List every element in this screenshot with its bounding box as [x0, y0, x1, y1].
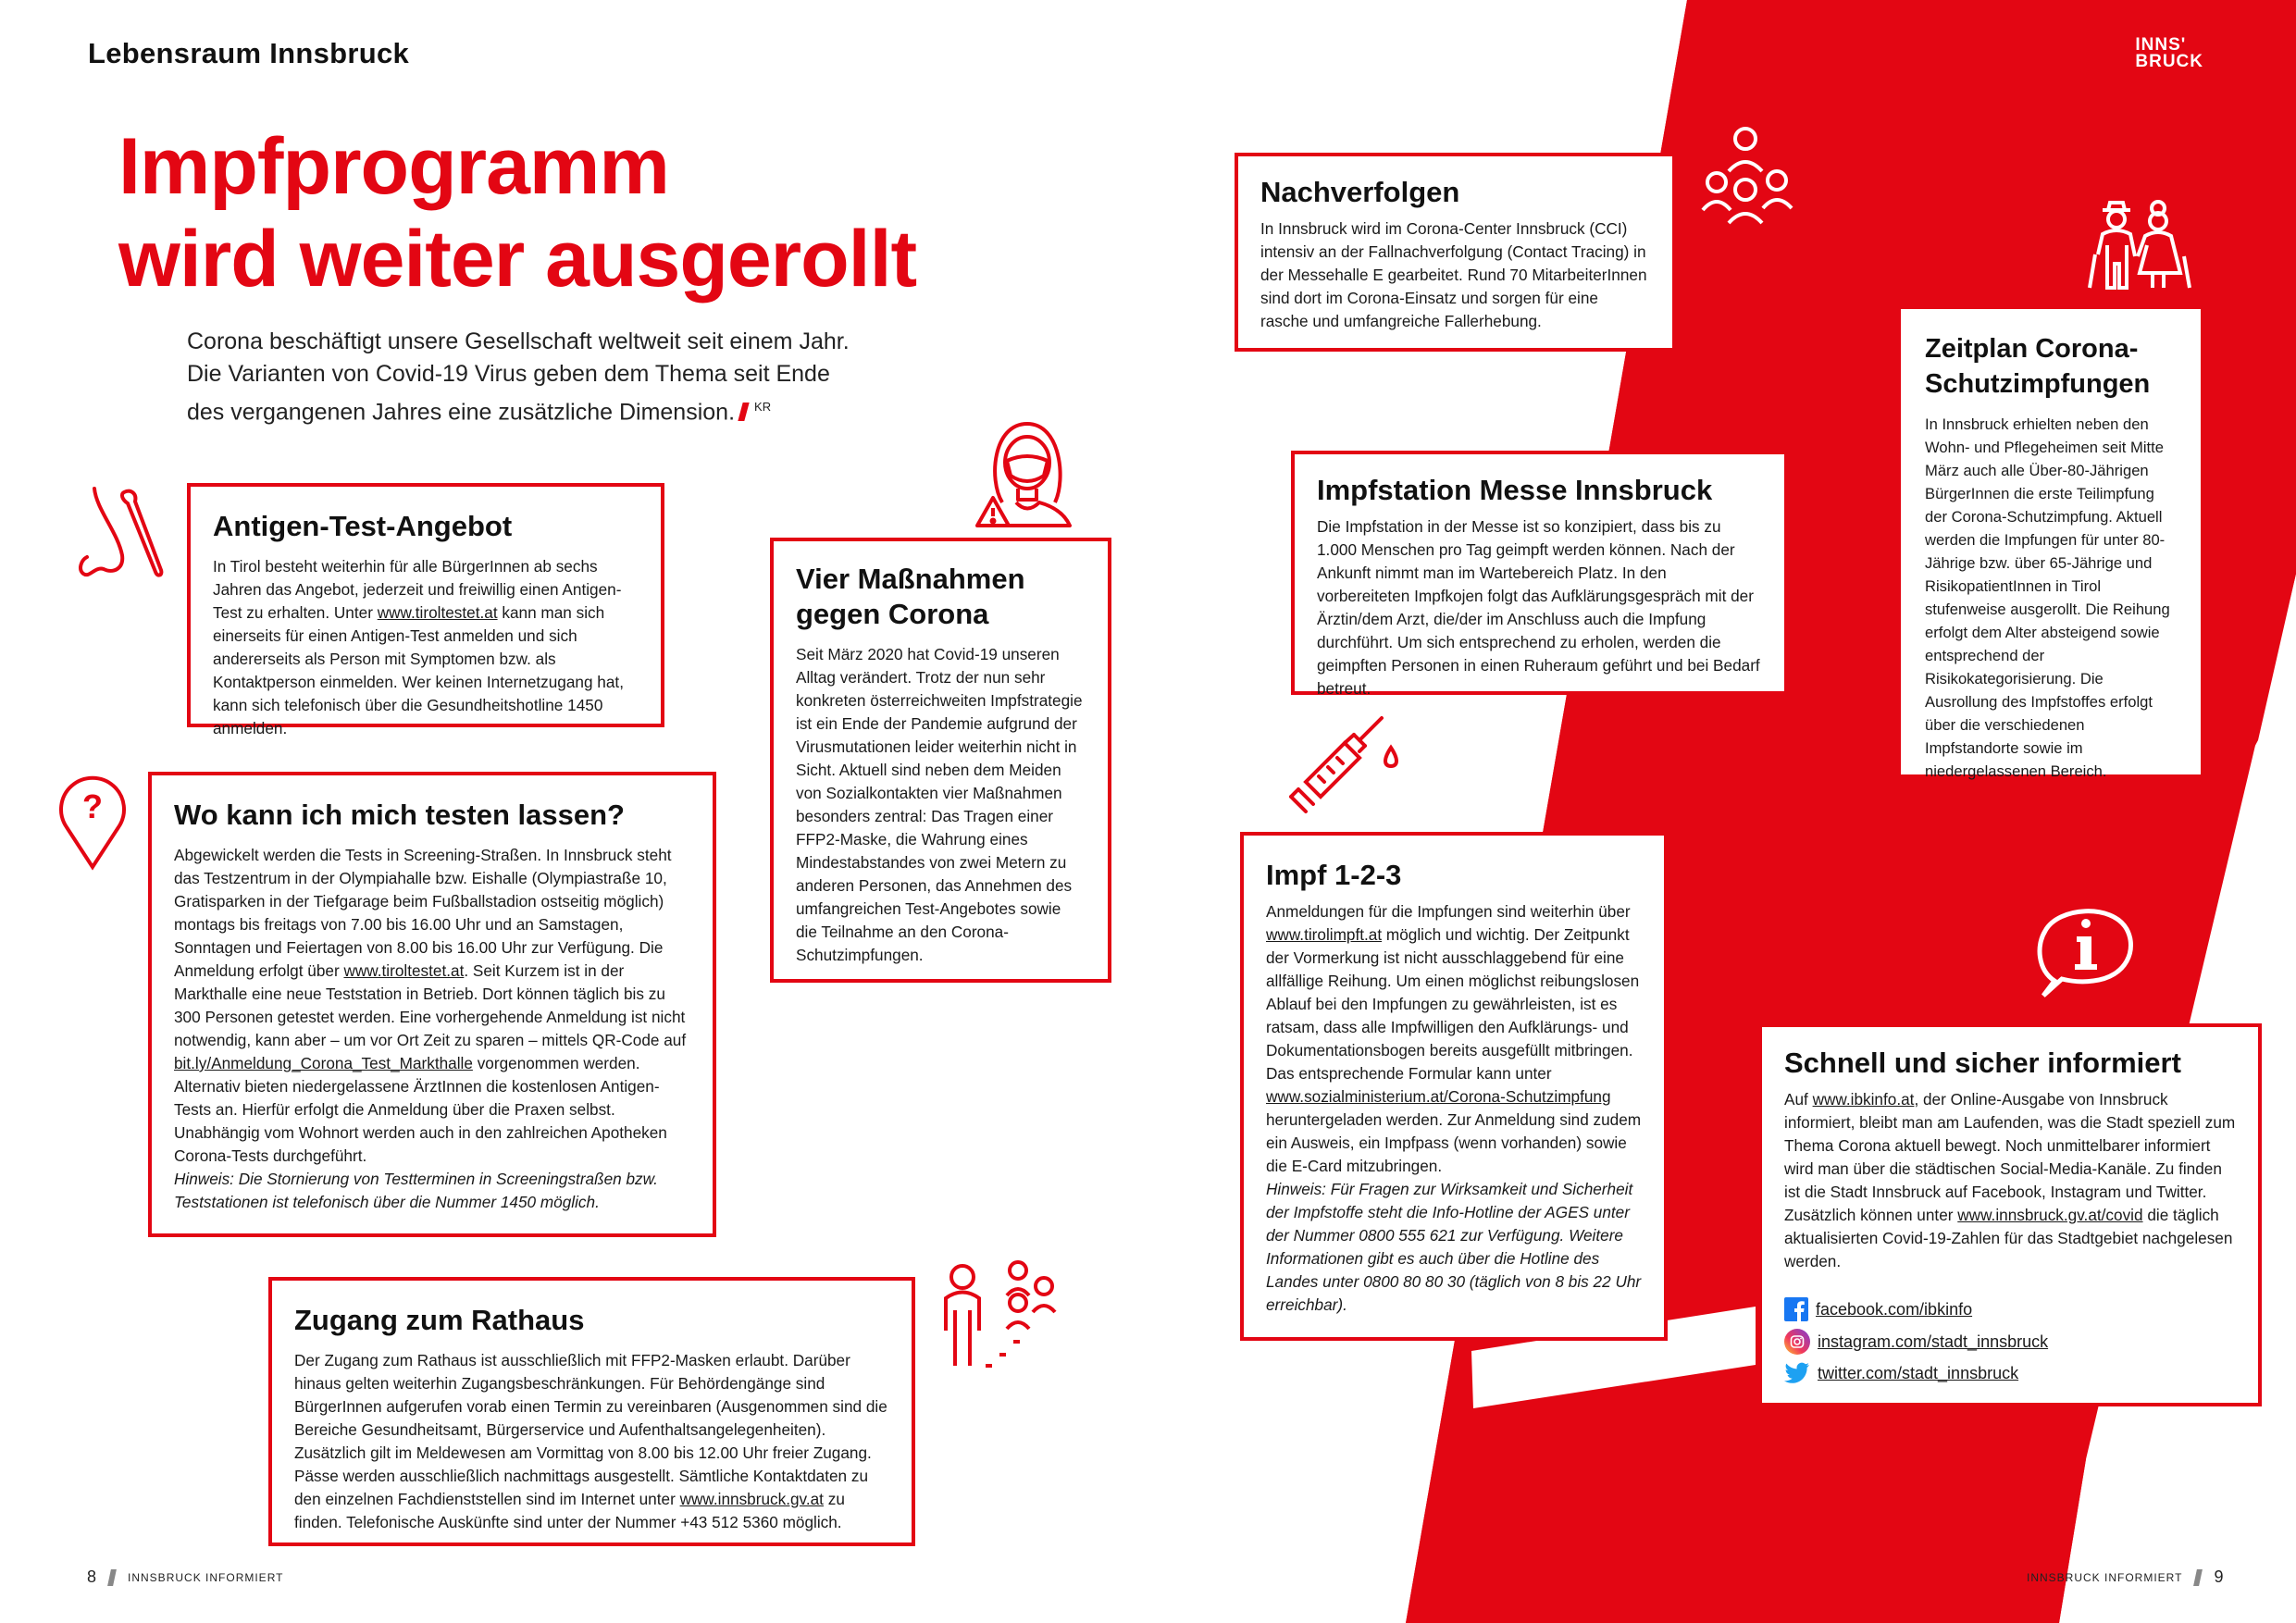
- twitter-icon: [1784, 1362, 1810, 1384]
- page-title: [118, 120, 916, 305]
- facebook-link[interactable]: facebook.com/ibkinfo: [1816, 1299, 1973, 1319]
- vaccination-schedule-box: [1901, 309, 2201, 780]
- vaccination-station-box: [1291, 451, 1788, 698]
- footer-left-label: INNSBRUCK INFORMIERT: [128, 1570, 284, 1584]
- sozialministerium-link[interactable]: www.sozialministerium.at/Corona-Schutzimpfung: [1266, 1087, 1611, 1106]
- social-twitter[interactable]: [1784, 1362, 2236, 1384]
- social-distancing-icon: [935, 1257, 1064, 1372]
- stay-informed-box: [1758, 1023, 2262, 1406]
- info-speech-bubble-icon: [2034, 898, 2136, 1001]
- title-line-2: wird weiter ausgerollt: [118, 215, 917, 304]
- vaccination-schedule-heading: Zeitplan Corona- Schutzimpfungen: [1925, 334, 2151, 399]
- intro-paragraph: [187, 326, 853, 428]
- syringe-icon: [1289, 712, 1405, 819]
- svg-text:?: ?: [82, 787, 103, 825]
- testing-locations-text: Abgewickelt werden die Tests in Screening-Straßen. In Innsbruck steht das Testzentrum in der Olympiahalle bzw. Eishalle (Olympiastraße 10, Gratisparken in der Tiefgarage beim Fußballstadion ostseitig möglich) montags bis freitags von 7.00 bis 16.00 Uhr und an Samstagen, Sonntagen und Feiertagen von 8.00 bis 16.00 Uhr zur Verfügung. Die Anmeldung erfolgt über www.tiroltestet.at. Seit Kurzem ist in der Markthalle eine neue Teststation in Betrieb. Dort können täglich bis zu 300 Personen getestet werden. Eine vorhergehende Anmeldung ist nicht notwendig, kann aber – um vor Ort Zeit zu sparen – mittels QR-Code auf bit.ly/Anmeldung_Corona_Test_Markthalle vorgenommen werden. Alternativ bieten niedergelassene ÄrztInnen die kostenlosen Antigen-Tests an. Hierfür erfolgt die Anmeldung über die Praxen selbst. Unabhängig vom Wohnort werden auch in den zahlreichen Apotheken Corona-Tests durchgeführt.: [174, 846, 687, 1165]
- testing-locations-heading: Wo kann ich mich testen lassen?: [174, 799, 625, 831]
- elderly-couple-icon: [2084, 199, 2195, 291]
- vaccination-steps-note: Hinweis: Für Fragen zur Wirksamkeit und Sicherheit der Impfstoffe steht die Info-Hotline der AGES unter der Nummer 0800 555 621 zur Verfügung. Weitere Informationen gibt es auch über die Hotline des Landes unter 0800 80 80 30 (täglich von 8 bis 22 Uhr erreichbar).: [1266, 1180, 1642, 1314]
- innsbruck-logo: [2135, 37, 2203, 70]
- antigen-text: In Tirol besteht weiterhin für alle BürgerInnen ab sechs Jahren das Angebot, jederzeit und freiwillig einen Antigen-Test zu erhalten. Unter www.tiroltestet.at kann man sich einerseits für einen Antigen-Test anmelden und sich andererseits als Person mit Symptomen bzw. als Kontaktperson einmelden. Wer keinen Internetzugang hat, kann sich telefonisch über die Gesundheitshotline 1450 anmelden.: [213, 557, 624, 737]
- testing-locations-note: Hinweis: Die Stornierung von Testterminen in Screeningstraßen bzw. Teststationen ist telefonisch über die Nummer 1450 möglich.: [174, 1170, 658, 1211]
- contact-tracing-box: [1235, 153, 1676, 352]
- vaccination-station-heading: Impfstation Messe Innsbruck: [1317, 474, 1713, 506]
- antigen-heading: Antigen-Test-Angebot: [213, 510, 513, 542]
- slash-mark-icon: [107, 1569, 117, 1586]
- four-measures-box: [770, 538, 1111, 983]
- testing-locations-box: [148, 772, 716, 1237]
- vaccination-schedule-text: In Innsbruck erhielten neben den Wohn- und Pflegeheimen seit Mitte März auch alle Über-80-Jährigen BürgerInnen die erste Teilimpfung der Corona-Schutzimpfung. Aktuell werden die Impfungen für unter 80-Jährige bzw. über 65-Jährige und RisikopatientInnen in Tirol stufenweise ausgerollt. Die Reihung erfolgt dem Alter absteigend sowie entsprechend der Risikokategorisierung. Die Ausrollung des Impfstoffes erfolgt über die verschiedenen Impfstandorte sowie im niedergelassenen Bereich.: [1925, 415, 2170, 780]
- town-hall-access-box: [268, 1277, 915, 1546]
- contact-tracing-text: In Innsbruck wird im Corona-Center Innsbruck (CCI) intensiv an der Fallnachverfolgung (Contact Tracing) in der Messehalle E gearbeitet. Rund 70 MitarbeiterInnen sind dort im Corona-Einsatz und sorgen für eine rasche und umfangreiche Fallerhebung.: [1260, 219, 1647, 330]
- slash-mark-icon: [738, 403, 749, 421]
- town-hall-heading: Zugang zum Rathaus: [294, 1304, 585, 1336]
- footer-left: [87, 1567, 283, 1587]
- group-people-icon: [1701, 125, 1795, 229]
- masked-person-warning-icon: [970, 415, 1081, 530]
- stay-informed-heading: Schnell und sicher informiert: [1784, 1047, 2181, 1079]
- section-label: Lebensraum Innsbruck: [88, 37, 410, 69]
- instagram-icon: [1784, 1329, 1810, 1355]
- innsbruck-gv-link[interactable]: www.innsbruck.gv.at: [679, 1490, 824, 1508]
- markthalle-anmeldung-link[interactable]: bit.ly/Anmeldung_Corona_Test_Markthalle: [174, 1054, 473, 1072]
- page-number-left: 8: [87, 1567, 97, 1586]
- slash-mark-icon: [2194, 1569, 2203, 1586]
- antigen-test-box: [187, 483, 664, 737]
- author-initials: KR: [754, 400, 772, 414]
- facebook-icon: [1784, 1297, 1808, 1321]
- vaccination-station-text: Die Impfstation in der Messe ist so konzipiert, dass bis zu 1.000 Menschen pro Tag geimpft werden können. Nach der Ankunft nimmt man im Wartebereich Platz. In den vorbereiteten Impfkojen folgt das Aufklärungsgespräch mit der Ärztin/dem Arzt, die/der im Anschluss auch die Impfung durchführt. Um sich entsprechend zu erholen, werden die geimpften Personen in einen Ruheraum geführt und bei Bedarf betreut.: [1317, 517, 1760, 698]
- page-number-right: 9: [2214, 1567, 2224, 1586]
- tiroltestet-link[interactable]: www.tiroltestet.at: [377, 603, 498, 622]
- ibkinfo-link[interactable]: www.ibkinfo.at: [1812, 1090, 1915, 1109]
- stay-informed-text: Auf www.ibkinfo.at, der Online-Ausgabe von Innsbruck informiert, bleibt man am Laufenden, was die Stadt speziell zum Thema Corona aktuell bewegt. Noch unmittelbarer informiert wird man über die städtischen Social-Media-Kanäle. Zu finden ist die Stadt Innsbruck auf Facebook, Instagram und Twitter. Zusätzlich können unter www.innsbruck.gv.at/covid die täglich aktualisierten Covid-19-Zahlen für das Stadtgebiet nachgelesen werden.: [1784, 1090, 2236, 1270]
- footer-right: [2027, 1567, 2223, 1587]
- innsbruck-covid-link[interactable]: www.innsbruck.gv.at/covid: [1957, 1206, 2143, 1224]
- tiroltestet-link-2[interactable]: www.tiroltestet.at: [343, 961, 465, 980]
- tirolimpft-link[interactable]: www.tirolimpft.at: [1266, 925, 1383, 944]
- four-measures-heading: Vier Maßnahmen gegen Corona: [796, 563, 1025, 630]
- vaccination-steps-box: [1240, 832, 1668, 1341]
- vaccination-steps-heading: Impf 1-2-3: [1266, 859, 1402, 891]
- nose-swab-icon: [76, 481, 178, 583]
- intro-text: Corona beschäftigt unsere Gesellschaft weltweit seit einem Jahr. Die Varianten von Covid-19 Virus geben dem Thema seit Ende des vergangenen Jahres eine zusätzliche Dimension.: [187, 328, 850, 426]
- twitter-link[interactable]: twitter.com/stadt_innsbruck: [1818, 1363, 2019, 1382]
- question-location-pin-icon: [56, 770, 130, 872]
- logo-line-1: INNS': [2135, 35, 2187, 55]
- footer-right-label: INNSBRUCK INFORMIERT: [2027, 1570, 2183, 1584]
- instagram-link[interactable]: instagram.com/stadt_innsbruck: [1818, 1332, 2049, 1351]
- title-line-1: Impfprogramm: [118, 122, 669, 211]
- vaccination-steps-text: Anmeldungen für die Impfungen sind weiterhin über www.tirolimpft.at möglich und wichtig. Der Zeitpunkt der Vormerkung ist nicht ausschlaggebend für eine allfällige Reihung. Um einen möglichst reibungslosen Ablauf bei den Impfungen zu gewährleisten, ist es ratsam, dass alle Impfwilligen den Aufklärungs- und Dokumentationsbogen bereits ausgefüllt mitbringen. Das entsprechende Formular kann unter www.sozialministerium.at/Corona-Schutzimpfung heruntergeladen werden. Zur Anmeldung sind zudem ein Ausweis, ein Impfpass (wenn vorhanden) sowie die E-Card mitzubringen.: [1266, 902, 1642, 1175]
- logo-line-2: BRUCK: [2135, 52, 2203, 71]
- social-facebook[interactable]: [1784, 1297, 2236, 1321]
- town-hall-text: Der Zugang zum Rathaus ist ausschließlich mit FFP2-Masken erlaubt. Darüber hinaus gelten weiterhin Zugangsbeschränkungen. Für Behördengänge sind BürgerInnen aufgerufen vorab einen Termin zu vereinbaren (Ausgenommen sind die Bereiche Gesundheitsamt, Bürgerservice und Aufenthaltsangelegenheiten). Zusätzlich gilt im Meldewesen am Vormittag von 8.00 bis 12.00 Uhr freier Zugang. Pässe werden ausschließlich nachmittags ausgestellt. Sämtliche Kontaktdaten zu den einzelnen Fachdienststellen sind im Internet unter www.innsbruck.gv.at zu finden. Telefonische Auskünfte sind unter der Nummer +43 512 5360 möglich.: [294, 1351, 887, 1531]
- four-measures-text: Seit März 2020 hat Covid-19 unseren Alltag verändert. Trotz der nun sehr konkreten österreichweiten Impfstrategie ist ein Ende der Pandemie aufgrund der Virusmutationen leider weiterhin nicht in Sicht. Aktuell sind neben dem Meiden von Sozialkontakten vier Maßnahmen besonders zentral: Das Tragen einer FFP2-Maske, die Wahrung eines Mindestabstandes von zwei Metern zu anderen Personen, das Annehmen des umfangreichen Test-Angebotes sowie die Teilnahme an den Corona-Schutzimpfungen.: [796, 645, 1083, 964]
- social-instagram[interactable]: [1784, 1329, 2236, 1355]
- contact-tracing-heading: Nachverfolgen: [1260, 176, 1460, 208]
